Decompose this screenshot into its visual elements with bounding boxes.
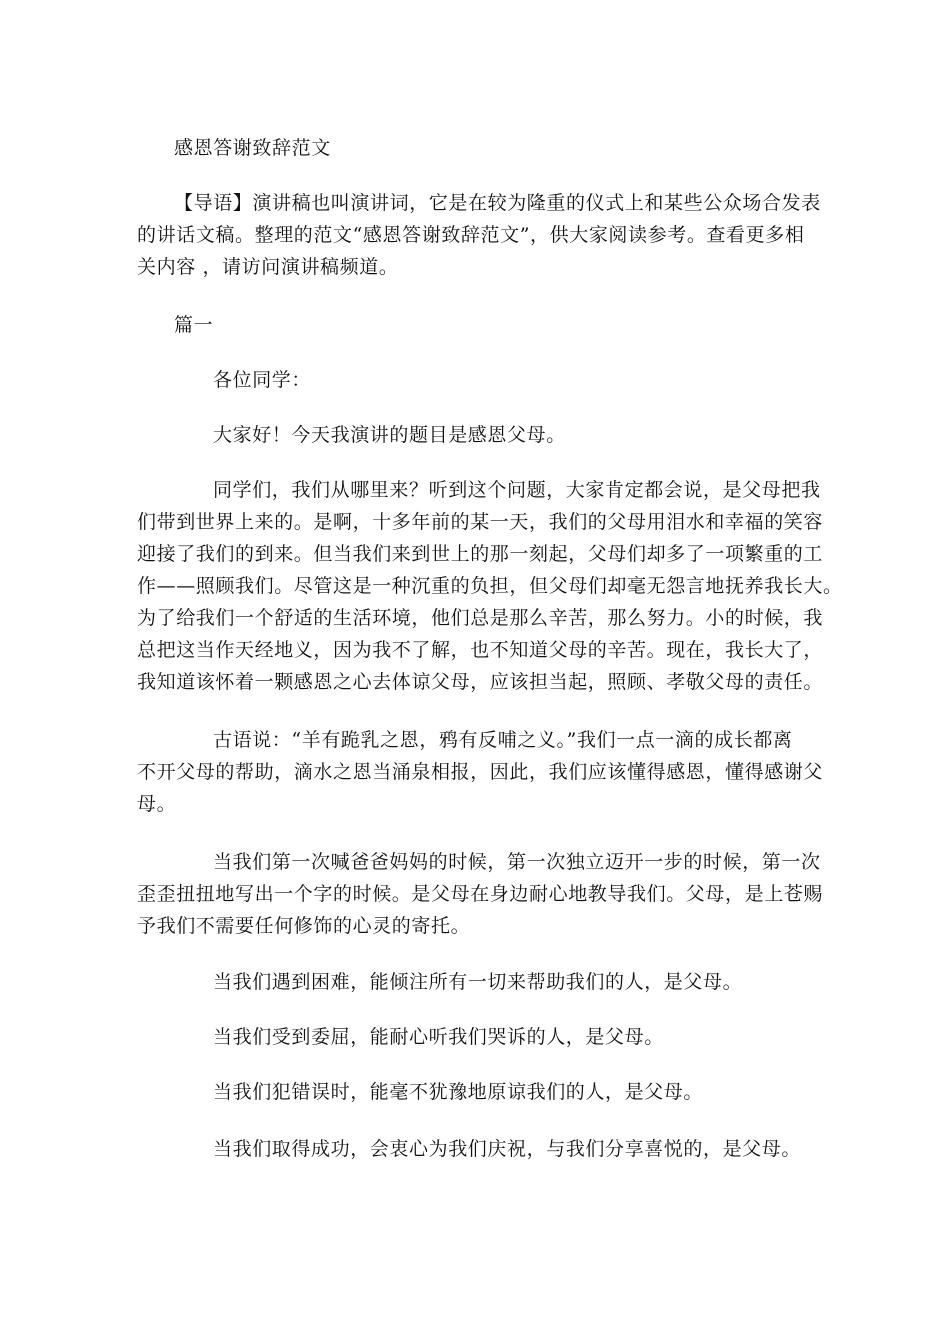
title-text: 感恩答谢致辞范文 (174, 137, 331, 159)
document-title (137, 132, 813, 164)
short-paragraph (137, 966, 813, 998)
intro-line: 关内容 ，请访问演讲稿频道。 (137, 256, 399, 278)
paragraph-line: 母。 (137, 793, 177, 815)
short-line: 当我们取得成功，会衷心为我们庆祝，与我们分享喜悦的，是父母。 (213, 1138, 802, 1160)
paragraph-line: 同学们，我们从哪里来？听到这个问题，大家肯定都会说，是父母把我 (213, 479, 821, 501)
paragraph-line: 我知道该怀着一颗感恩之心去体谅父母，应该担当起，照顾、孝敬父母的责任。 (137, 671, 824, 693)
paragraph-line: 总把这当作天经地义，因为我不了解，也不知道父母的辛苦。现在，我长大了， (137, 639, 824, 661)
paragraph-2 (137, 724, 824, 820)
paragraph-3 (137, 846, 824, 942)
greeting (137, 419, 813, 451)
paragraph-line: 迎接了我们的到来。但当我们来到世上的那一刻起，父母们却多了一项繁重的工 (137, 543, 824, 565)
paragraph-line: 古语说：“羊有跪乳之恩，鸦有反哺之义。”我们一点一滴的成长都离 (213, 729, 793, 751)
paragraph-line: 予我们不需要任何修饰的心灵的寄托。 (137, 915, 471, 937)
short-line: 当我们遇到困难，能倾注所有一切来帮助我们的人，是父母。 (213, 971, 743, 993)
paragraph-line: 歪歪扭扭地写出一个字的时候。是父母在身边耐心地教导我们。父母，是上苍赐 (137, 883, 824, 905)
paragraph-line: 不开父母的帮助，滴水之恩当涌泉相报，因此，我们应该懂得感恩，懂得感谢父 (137, 761, 824, 783)
section-label (137, 309, 813, 341)
paragraph-line: 作——照顾我们。尽管这是一种沉重的负担，但父母们却毫无怨言地抚养我长大。 (137, 575, 843, 597)
greeting-text: 大家好！今天我演讲的题目是感恩父母。 (213, 424, 566, 446)
paragraph-line: 为了给我们一个舒适的生活环境，他们总是那么辛苦，那么努力。小的时候，我 (137, 607, 824, 629)
short-line: 当我们犯错误时，能毫不犹豫地原谅我们的人，是父母。 (213, 1081, 704, 1103)
salutation (137, 364, 813, 396)
section-label-text: 篇一 (174, 314, 214, 336)
paragraph-line: 们带到世界上来的。是啊，十多年前的某一天，我们的父母用泪水和幸福的笑容 (137, 511, 824, 533)
intro-line: 的讲话文稿。整理的范文“感恩答谢致辞范文”，供大家阅读参考。查看更多相 (137, 224, 805, 246)
short-line: 当我们受到委屈，能耐心听我们哭诉的人，是父母。 (213, 1026, 664, 1048)
paragraph-line: 当我们第一次喊爸爸妈妈的时候，第一次独立迈开一步的时候，第一次 (213, 851, 821, 873)
salutation-text: 各位同学： (213, 369, 312, 391)
short-paragraph (137, 1133, 813, 1165)
intro-line: 【导语】演讲稿也叫演讲词，它是在较为隆重的仪式上和某些公众场合发表 (174, 192, 821, 214)
paragraph-1 (137, 474, 843, 698)
short-paragraph (137, 1076, 813, 1108)
short-paragraph (137, 1021, 813, 1053)
intro-paragraph (137, 187, 821, 283)
